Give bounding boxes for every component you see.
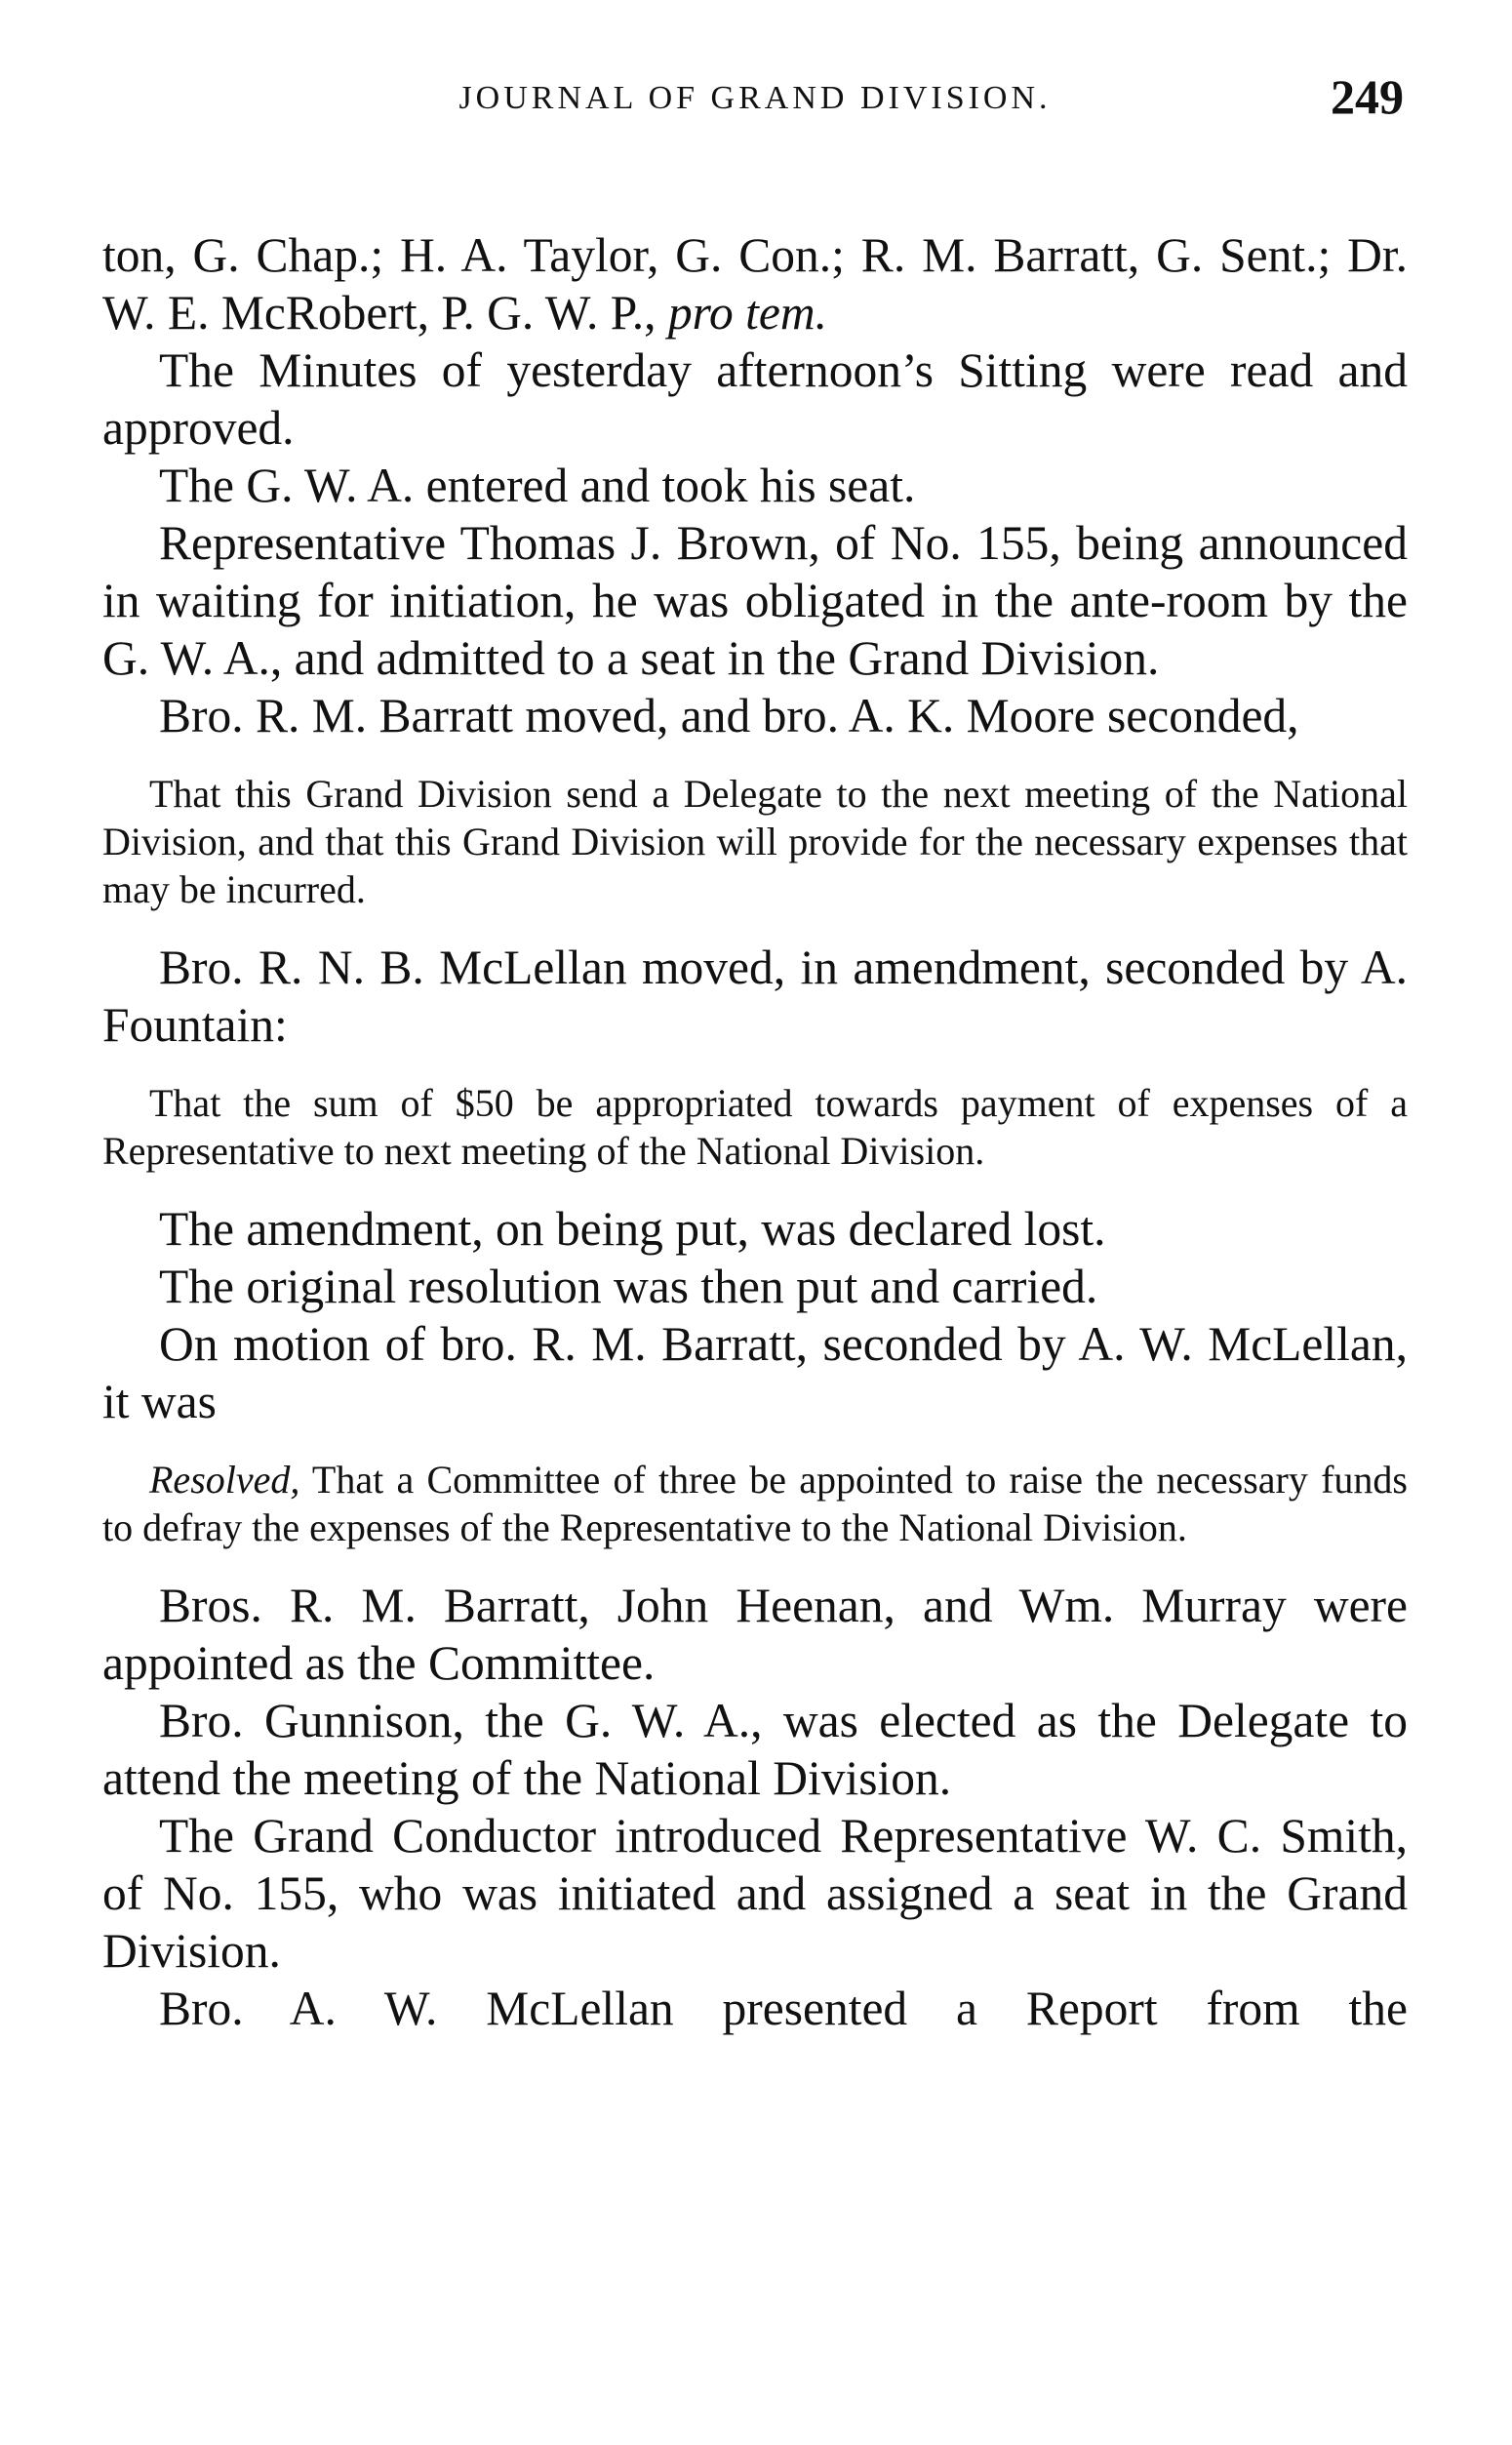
paragraph-officers-list (102, 226, 1408, 341)
paragraph-committee-appointed: Bros. R. M. Barratt, John Heenan, and Wm. Murray were appointed as the Committee. (102, 1579, 1408, 1690)
paragraph-smith-initiation: The Grand Conductor introduced Representative W. C. Smith, of No. 155, who was initiated and assigned a seat in the Grand Division. (102, 1809, 1408, 1978)
resolved-label: Resolved, (149, 1458, 300, 1502)
quoted-amendment: That the sum of $50 be appropriated towards payment of expenses of a Representative to next meeting of the National Division. (102, 1081, 1408, 1173)
paragraph-brown-initiation: Representative Thomas J. Brown, of No. 155, being announced in waiting for initiation, he was obligated in the ante-room by the G. W. A., and admitted to a seat in the Grand Division. (102, 516, 1408, 685)
paragraph-amendment-motion: Bro. R. N. B. McLellan moved, in amendment, seconded by A. Fountain: (102, 941, 1408, 1052)
page-number: 249 (1331, 69, 1404, 124)
running-title: JOURNAL OF GRAND DIVISION. (458, 80, 1052, 116)
resolution-text: That a Committee of three be appointed to raise the necessary funds to defray the expenses of the Representative to the National Division. (102, 1458, 1408, 1549)
journal-text (102, 226, 1408, 2037)
paragraph-barratt-motion: Bro. R. M. Barratt moved, and bro. A. K. Moore seconded, (159, 689, 1299, 742)
quoted-resolution (102, 1456, 1408, 1551)
paragraph-italic-tail: pro tem. (667, 286, 828, 340)
paragraph-resolution-carried: The original resolution was then put and carried. (159, 1260, 1098, 1313)
paragraph-barratt-second-motion: On motion of bro. R. M. Barratt, seconded by A. W. McLellan, it was (102, 1317, 1408, 1428)
paragraph-minutes: The Minutes of yesterday afternoon’s Sitting were read and approved. (102, 343, 1408, 455)
quoted-motion-delegate: That this Grand Division send a Delegate to the next meeting of the National Division, and that this Grand Division will provide for the necessary expenses that may be incurred. (102, 772, 1408, 911)
paragraph-delegate-elected: Bro. Gunnison, the G. W. A., was elected as the Delegate to attend the meeting of the National Division. (102, 1694, 1408, 1805)
document-page (102, 59, 1408, 2037)
page-header (102, 59, 1408, 137)
paragraph-text: ton, G. Chap.; H. A. Taylor, G. Con.; R. M. Barratt, G. Sent.; Dr. W. E. McRobert, P. G. W. P., (102, 228, 1408, 340)
paragraph-amendment-lost: The amendment, on being put, was declared lost. (159, 1202, 1106, 1256)
paragraph-report-presented: Bro. A. W. McLellan presented a Report from the (159, 1982, 1408, 2035)
paragraph-gwa-entered: The G. W. A. entered and took his seat. (159, 459, 916, 512)
